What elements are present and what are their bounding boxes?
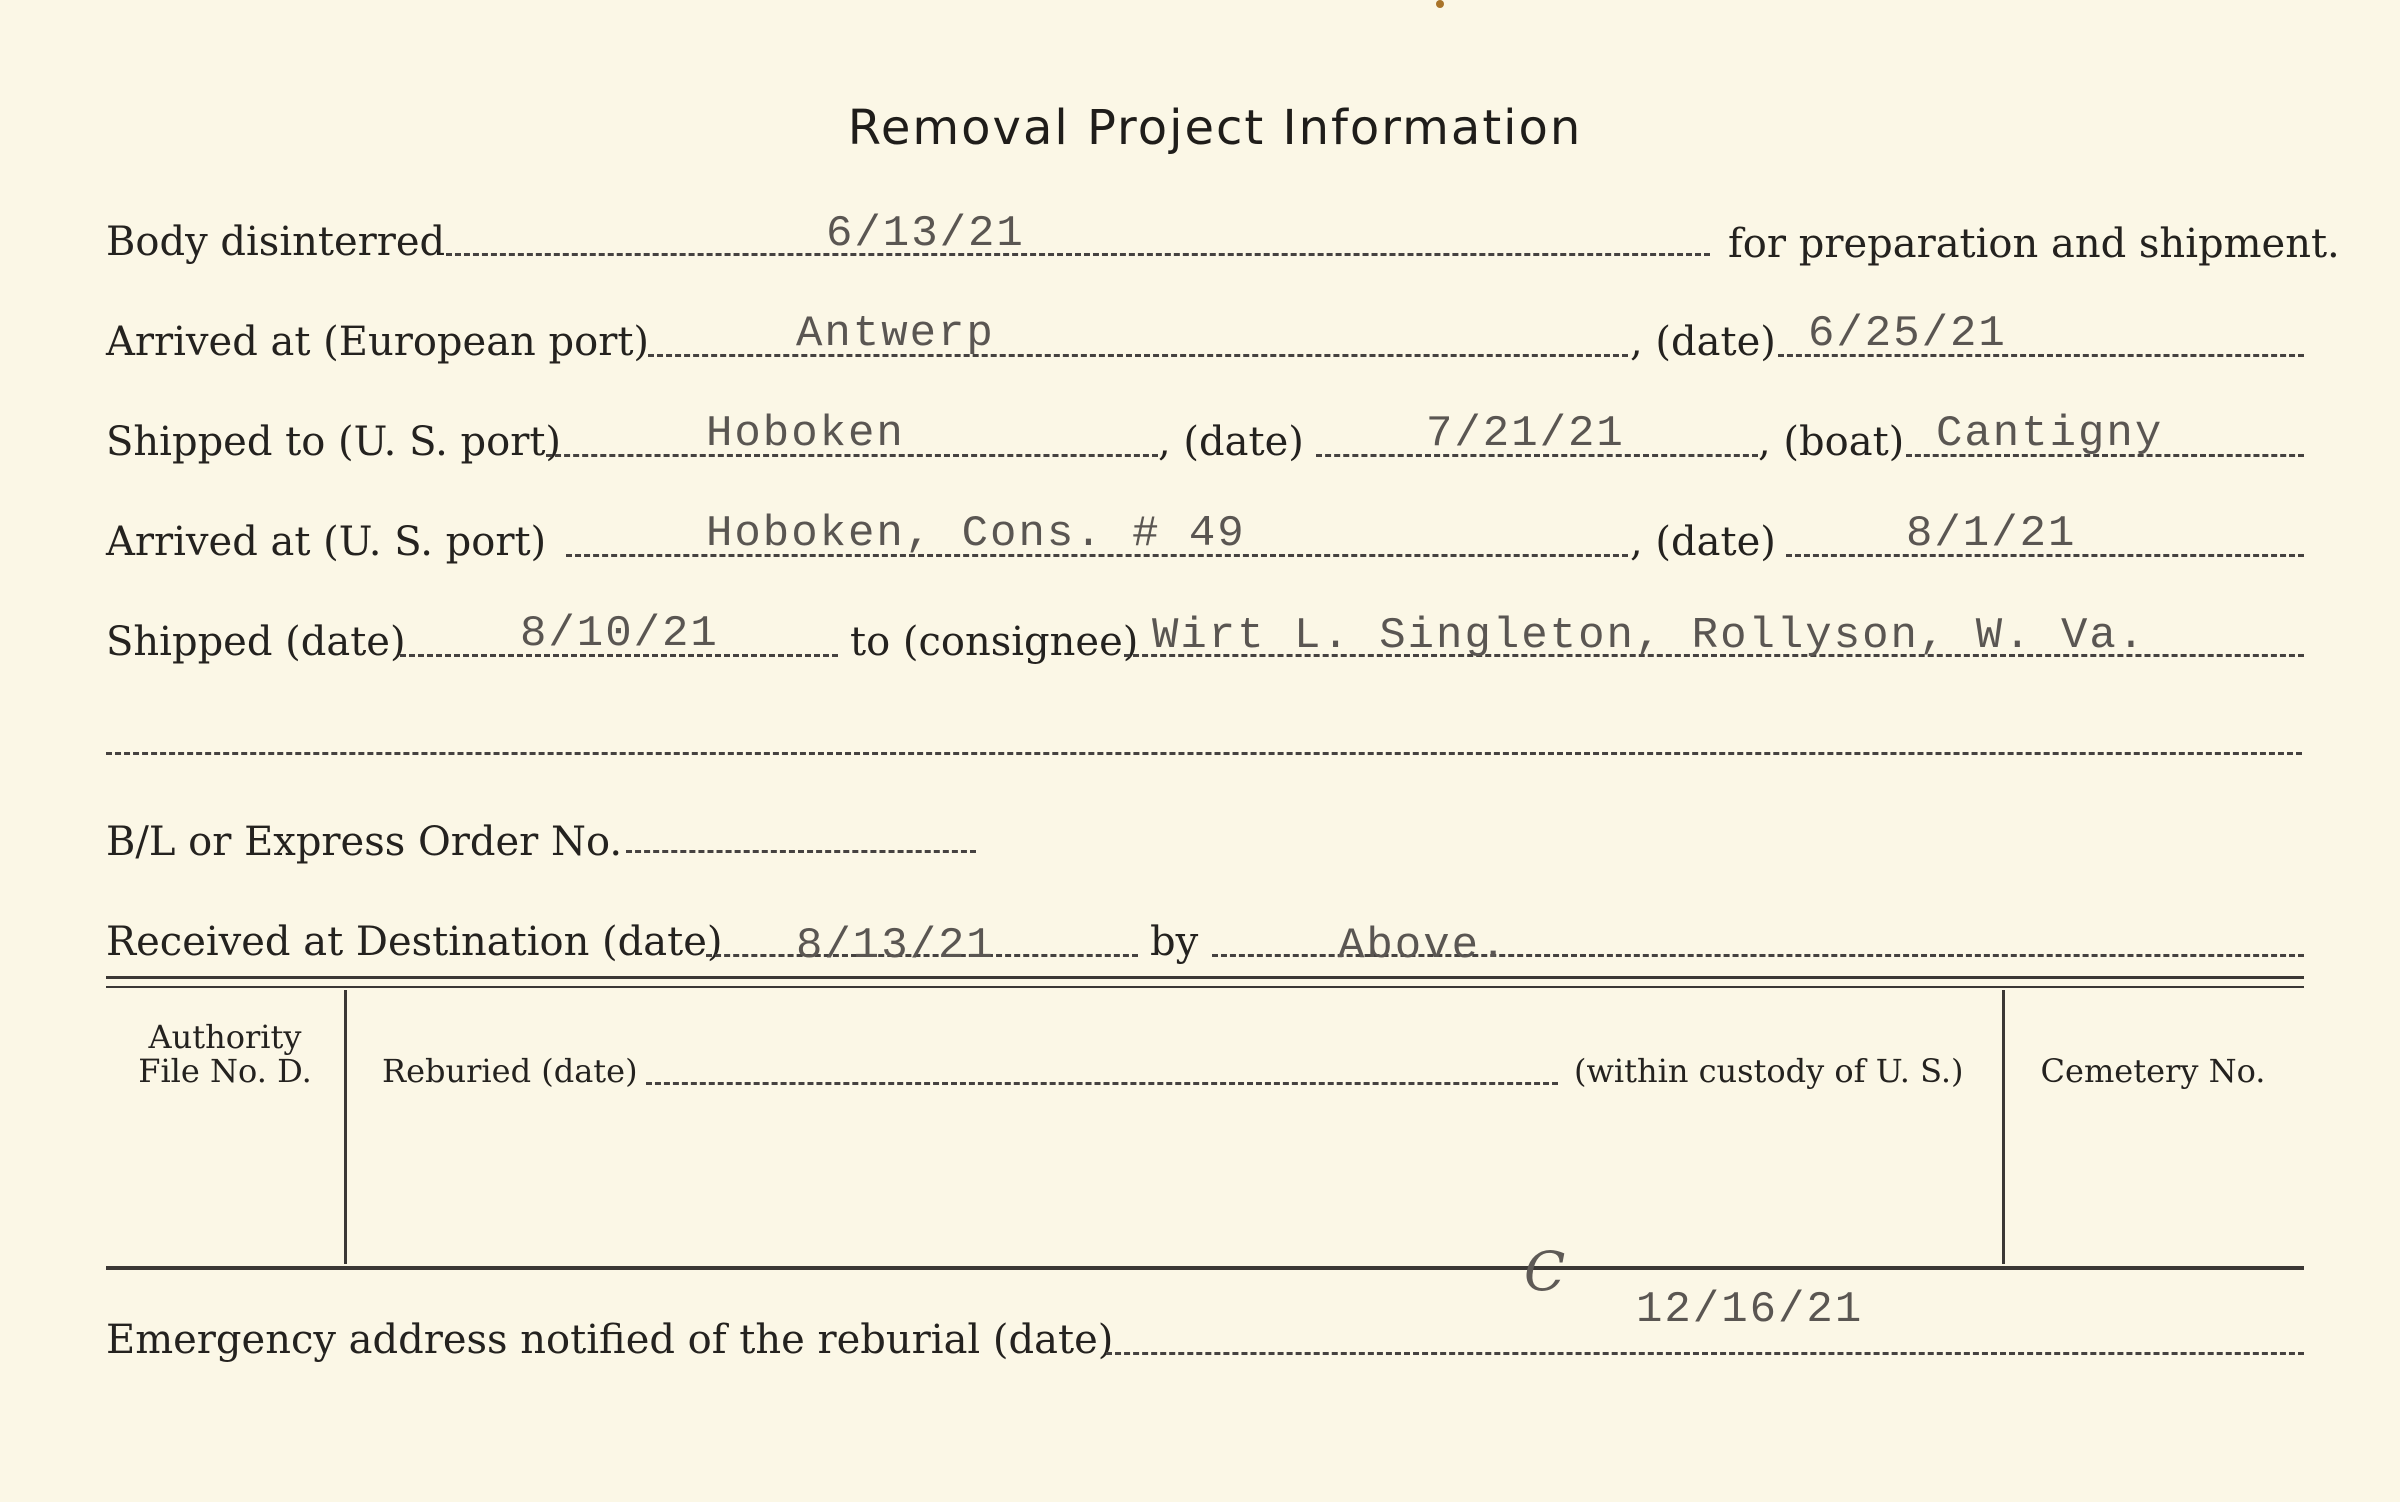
arrived-european-date-label: , (date) [1630, 319, 1776, 365]
reburied-line [646, 1082, 1558, 1085]
table-bottom-rule [106, 1266, 2304, 1270]
body-disinterred-date: 6/13/21 [826, 209, 1025, 259]
arrived-us-label: Arrived at (U. S. port) [106, 519, 547, 565]
received-by-label: by [1150, 919, 1199, 965]
emergency-date: 12/16/21 [1636, 1285, 1864, 1335]
emergency-initial: C [1524, 1240, 1566, 1303]
custody-label: (within custody of U. S.) [1574, 1052, 1964, 1090]
received-date: 8/13/21 [796, 921, 995, 971]
consignee-label: to (consignee) [850, 619, 1139, 665]
arrived-european-port: Antwerp [796, 309, 995, 359]
received-by-value: Above. [1338, 921, 1509, 971]
card-title: Removal Project Information [847, 100, 1583, 156]
authority-line2: File No. D. [138, 1052, 312, 1090]
table-top-rule-inner [106, 986, 2304, 988]
bl-line [626, 850, 976, 853]
table-divider-left [344, 990, 347, 1264]
arrived-us-date-label: , (date) [1630, 519, 1776, 565]
emergency-label: Emergency address notified of the reburial (date) [106, 1317, 1114, 1363]
arrived-us-port: Hoboken, Cons. # 49 [706, 509, 1246, 559]
consignee-value: Wirt L. Singleton, Rollyson, W. Va. [1152, 611, 2147, 661]
arrived-european-label: Arrived at (European port) [106, 319, 650, 365]
authority-line1: Authority [148, 1018, 302, 1056]
paper-speck [1436, 0, 1444, 8]
arrived-us-date: 8/1/21 [1906, 509, 2077, 559]
emergency-line [1106, 1352, 2304, 1355]
cemetery-label: Cemetery No. [2040, 1052, 2266, 1090]
table-top-rule [106, 976, 2304, 979]
continuation-line [106, 752, 2302, 755]
shipped-us-port: Hoboken [706, 409, 905, 459]
body-disinterred-label: Body disinterred [106, 219, 446, 265]
body-disinterred-line [446, 253, 1710, 256]
shipped-us-date: 7/21/21 [1426, 409, 1625, 459]
body-disinterred-suffix: for preparation and shipment. [1728, 221, 2340, 267]
shipped-us-boat-label: , (boat) [1758, 419, 1905, 465]
shipped-us-date-label: , (date) [1158, 419, 1304, 465]
bl-label: B/L or Express Order No. [106, 819, 623, 865]
arrived-european-date: 6/25/21 [1808, 309, 2007, 359]
shipped-label: Shipped (date) [106, 619, 406, 665]
arrived-european-port-line [648, 354, 1628, 357]
reburied-label: Reburied (date) [382, 1052, 638, 1090]
shipped-us-label: Shipped to (U. S. port) [106, 419, 561, 465]
shipped-us-boat: Cantigny [1936, 409, 2164, 459]
shipped-date: 8/10/21 [520, 609, 719, 659]
table-divider-right [2002, 990, 2005, 1264]
received-label: Received at Destination (date) [106, 919, 723, 965]
